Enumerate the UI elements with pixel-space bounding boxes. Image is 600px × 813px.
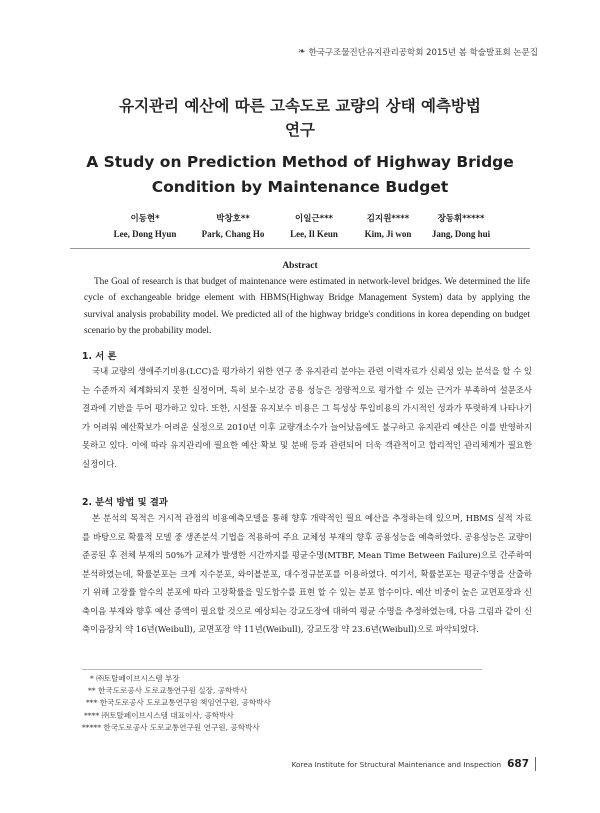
- footnote-3: *** 한국도로공사 도로교통연구원 책임연구원, 공학박사: [86, 698, 271, 708]
- author-korean-name: 장동휘*****: [437, 214, 485, 224]
- section-1-body: [82, 362, 532, 473]
- author-english-name: Jang, Dong hui: [431, 229, 491, 239]
- footnote-1: * ㈜토탈페이브시스템 부장: [90, 674, 180, 683]
- footnote-5: ***** 한국도로공사 도로교통연구원 연구원, 공학박사: [82, 722, 260, 732]
- korean-title-line-1: 유지관리 예산에 따른 고속도로 교량의 상태 예측방법: [119, 97, 481, 115]
- section-1-heading: 1. 서 론: [82, 351, 117, 362]
- header-divider: [70, 248, 530, 249]
- author-korean-name: 박창호**: [216, 214, 250, 224]
- author-1: [100, 212, 190, 242]
- footnotes: [82, 673, 482, 734]
- author-4: [348, 212, 428, 242]
- author-english-name: Lee, Dong Hyun: [113, 229, 177, 239]
- abstract-paragraph: The Goal of research is that budget of maintenance were estimated in network-level bridges. We determined the life cycle of exchangeable bridge element with HBMS(Highway Bridge Management System) data by applying the survival analysis probability model. We predicted all of the highway bridge's conditions in korea depending on budget scenario by the probability model.: [84, 277, 530, 336]
- section-2-paragraph: 본 분석의 목적은 거시적 관점의 비용예측모델을 통해 향후 개략적인 필요 예산을 추정하는데 있으며, HBMS 실적 자료를 바탕으로 확률적 모델 중 생존분석 기법을 적용하여 주요 교체성 부재의 향후 공용성능을 예측하였다. 공용성능은 교량이 준공된 후 전체 부재의 50%가 교체가 발생한 시간까지를 평균수명(MTBF, Mean Time Between Failure)으로 간주하여 분석하였는데, 확률분포는 크게 지수분포, 와이블분포, 대수정규분포를 이용하였다. 여기서, 확률분포는 평균수명을 산출하기 위해 고장률 함수의 분포에 따라 고장확률을 밀도함수를 표현 할 수 있는 분포 함수이다. 예산 비중이 높은 교면포장과 신축이음 부재와 향후 예산 증액이 필요할 것으로 예상되는 강교도장에 대하여 평균 수명을 추정하였는데, 다음 그림과 같이 신축이음장치 약 16년(Weibull), 교면포장 약 11년(Weibull), 강교도장 약 23.6년(Weibull)으로 파악되었다.: [82, 513, 533, 634]
- footnote-2: ** 한국도로공사 도로교통연구원 실장, 공학박사: [88, 686, 248, 696]
- institute-name: Korea Institute for Structural Maintenance and Inspection: [291, 759, 502, 769]
- page-footer: [292, 757, 536, 771]
- english-title-line-2: Condition by Maintenance Budget: [151, 178, 449, 196]
- footer-separator: [535, 757, 536, 771]
- author-korean-name: 이동현*: [130, 214, 160, 224]
- author-english-name: Kim, Ji won: [364, 229, 412, 239]
- english-title-line-1: A Study on Prediction Method of Highway Bridge: [86, 153, 514, 171]
- author-2: [188, 212, 278, 242]
- english-title: [70, 150, 530, 200]
- abstract-heading: Abstract: [282, 261, 318, 271]
- running-header: [298, 46, 538, 58]
- author-english-name: Lee, Il Keun: [290, 229, 338, 239]
- korean-title: [70, 94, 530, 142]
- fleuron-icon: ❧: [297, 47, 306, 57]
- author-korean-name: 이일근***: [295, 214, 333, 224]
- author-korean-name: 김지원****: [366, 214, 410, 224]
- conference-name: 한국구조물진단유지관리공학회 2015년 봄 학술발표회 논문집: [308, 48, 538, 58]
- footnote-4: **** ㈜토탈페이브시스템 대표이사, 공학박사: [84, 710, 234, 720]
- section-1-paragraph: 국내 교량의 생애주기비용(LCC)을 평가하기 위한 연구 중 유지관리 분야는 관련 이력자료가 신뢰성 있는 분석을 할 수 있는 수준까지 체계화되지 못한 실정이며, 특히 보수·보강 공용 성능은 정량적으로 평가할 수 있는 근거가 부족하여 설문조사 결과에 기반을 두어 평가하고 있다. 또한, 시설물 유지보수 비용은 그 특성상 투입비용의 가시적인 성과가 뚜렷하게 나타나기가 어려워 예산확보가 어려운 실정으로 2010년 이후 교량개소수가 늘어났음에도 불구하고 유지관리 예산은 이를 반영하지 못하고 있다. 이에 따라 유지관리에 필요한 예산 확보 및 분배 등과 관련되어 더욱 객관적이고 합리적인 관리체계가 필요한 실정이다.: [82, 366, 532, 469]
- abstract-text: [84, 274, 530, 339]
- author-5: [420, 212, 502, 242]
- author-3: [272, 212, 356, 242]
- footnote-divider: [82, 669, 482, 670]
- korean-title-line-2: 연구: [285, 121, 315, 139]
- page-number: 687: [507, 758, 529, 770]
- section-2-body: [82, 509, 532, 639]
- author-english-name: Park, Chang Ho: [201, 229, 265, 239]
- section-2-heading: 2. 분석 방법 및 결과: [82, 497, 168, 508]
